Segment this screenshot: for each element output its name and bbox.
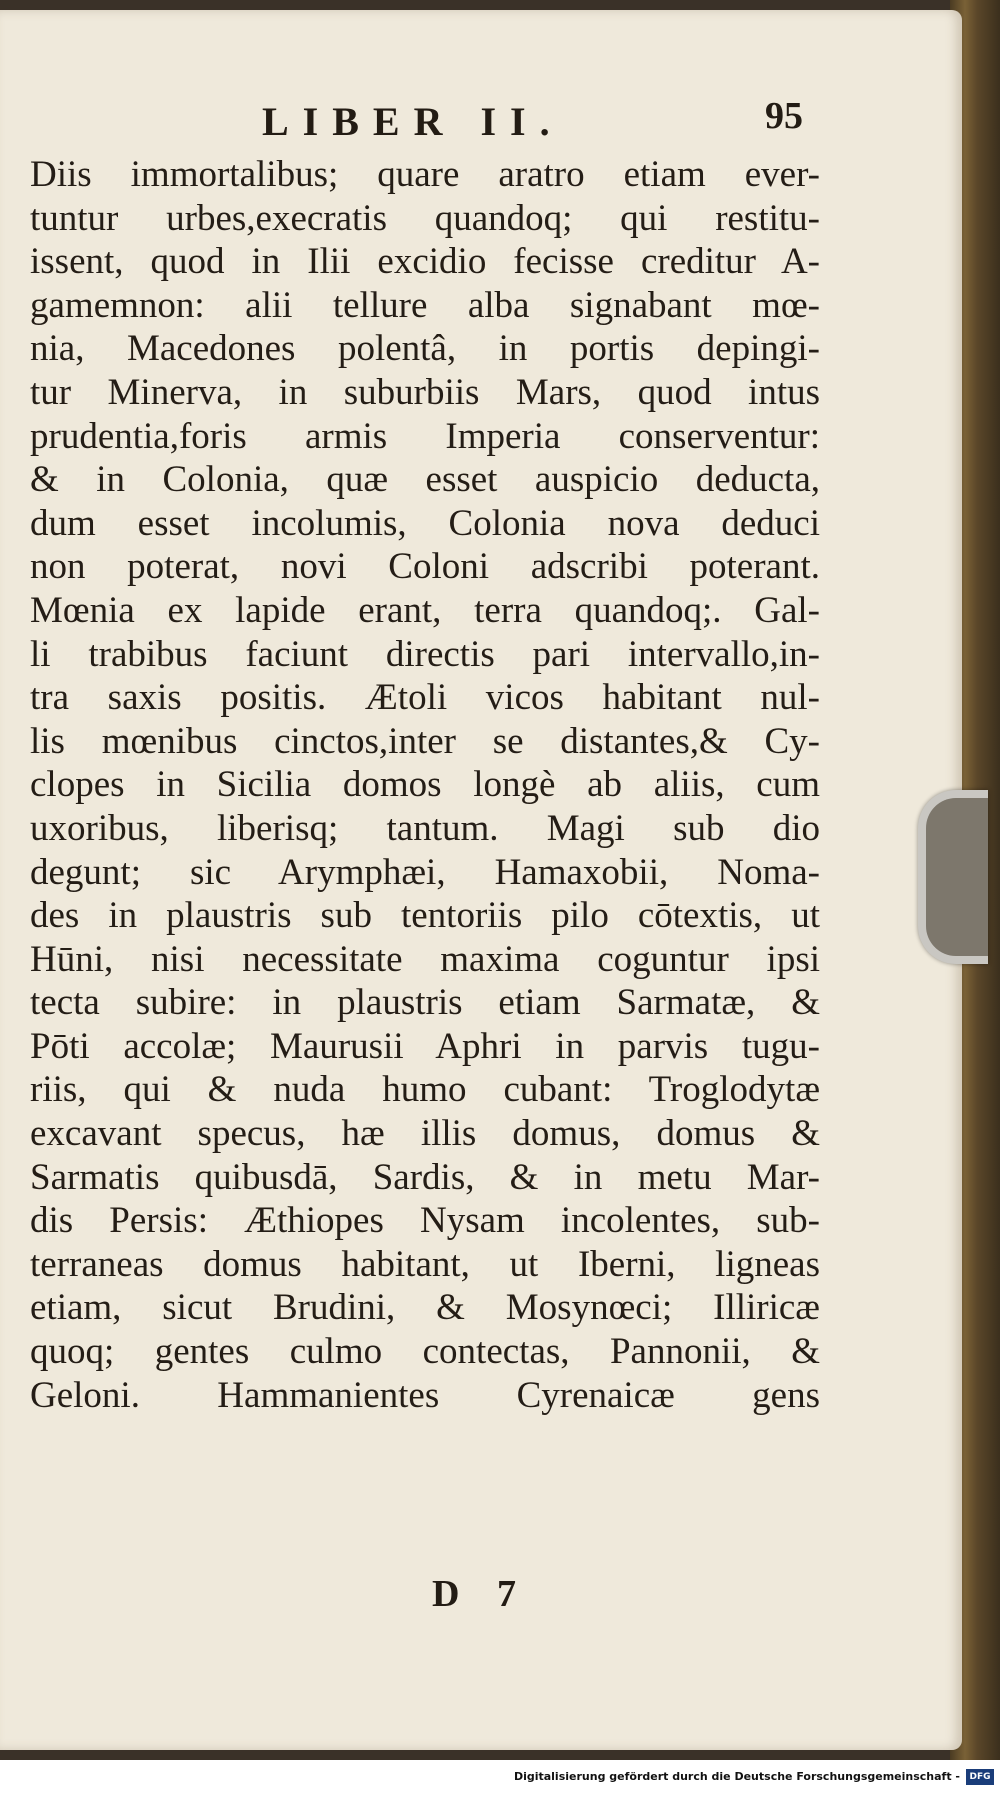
text-line: clopes in Sicilia domos longè ab aliis, cum <box>30 764 820 806</box>
text-line: nia, Macedones polentâ, in portis depingi- <box>30 328 820 370</box>
text-line: Hūni, nisi necessitate maxima coguntur ipsi <box>30 938 820 980</box>
text-line: tur Minerva, in suburbiis Mars, quod intus <box>30 371 820 413</box>
page-number: 95 <box>765 95 803 137</box>
text-line: tuntur urbes,execratis quandoq; qui restitu- <box>30 197 820 239</box>
text-line: des in plaustris sub tentoriis pilo cōtextis, ut <box>30 895 820 937</box>
text-line: issent, quod in Ilii excidio fecisse creditur A- <box>30 241 820 283</box>
text-line: dum esset incolumis, Colonia nova deduci <box>30 502 820 544</box>
text-line: tecta subire: in plaustris etiam Sarmatæ, & <box>30 982 820 1024</box>
text-line: gamemnon: alii tellure alba signabant mœ- <box>30 284 820 326</box>
footer-credit: Digitalisierung gefördert durch die Deutsche Forschungsgemeinschaft - <box>513 1770 960 1783</box>
text-line: excavant specus, hæ illis domus, domus & <box>30 1113 820 1155</box>
text-line: & in Colonia, quæ esset auspicio deducta, <box>30 459 820 501</box>
running-title: LIBER II. <box>262 99 564 144</box>
page-clip <box>918 790 988 964</box>
text-line: uxoribus, liberisq; tantum. Magi sub dio <box>30 807 820 849</box>
text-line: non poterat, novi Coloni adscribi poterant. <box>30 546 820 588</box>
text-line: Sarmatis quibusdā, Sardis, & in metu Mar- <box>30 1156 820 1198</box>
dfg-logo: DFG <box>966 1769 994 1785</box>
footer-bar <box>0 1760 1000 1796</box>
text-line: tra saxis positis. Ætoli vicos habitant nul- <box>30 677 820 719</box>
text-line: terraneas domus habitant, ut Iberni, ligneas <box>30 1243 820 1285</box>
text-line: riis, qui & nuda humo cubant: Troglodytæ <box>30 1069 820 1111</box>
text-line: Mœnia ex lapide erant, terra quandoq;. Gal- <box>30 589 820 631</box>
text-line: etiam, sicut Brudini, & Mosynœci; Illiricæ <box>30 1287 820 1329</box>
text-line: Diis immortalibus; quare aratro etiam ever- <box>30 154 820 195</box>
text-line: prudentia,foris armis Imperia conserventur: <box>30 415 820 457</box>
signature-mark: D 7 <box>432 1573 530 1615</box>
text-line: dis Persis: Æthiopes Nysam incolentes, sub- <box>30 1200 820 1242</box>
text-line: li trabibus faciunt directis pari intervallo,in- <box>30 633 820 675</box>
page-header <box>0 95 962 148</box>
text-line: Pōti accolæ; Maurusii Aphri in parvis tugu- <box>30 1025 820 1067</box>
text-line: Geloni. Hammanientes Cyrenaicæ gens <box>30 1374 820 1416</box>
body-text <box>30 153 820 1417</box>
book-page <box>0 10 962 1750</box>
text-line: degunt; sic Arymphæi, Hamaxobii, Noma- <box>30 851 820 893</box>
text-line: quoq; gentes culmo contectas, Pannonii, & <box>30 1331 820 1373</box>
text-line: lis mœnibus cinctos,inter se distantes,& Cy- <box>30 720 820 762</box>
